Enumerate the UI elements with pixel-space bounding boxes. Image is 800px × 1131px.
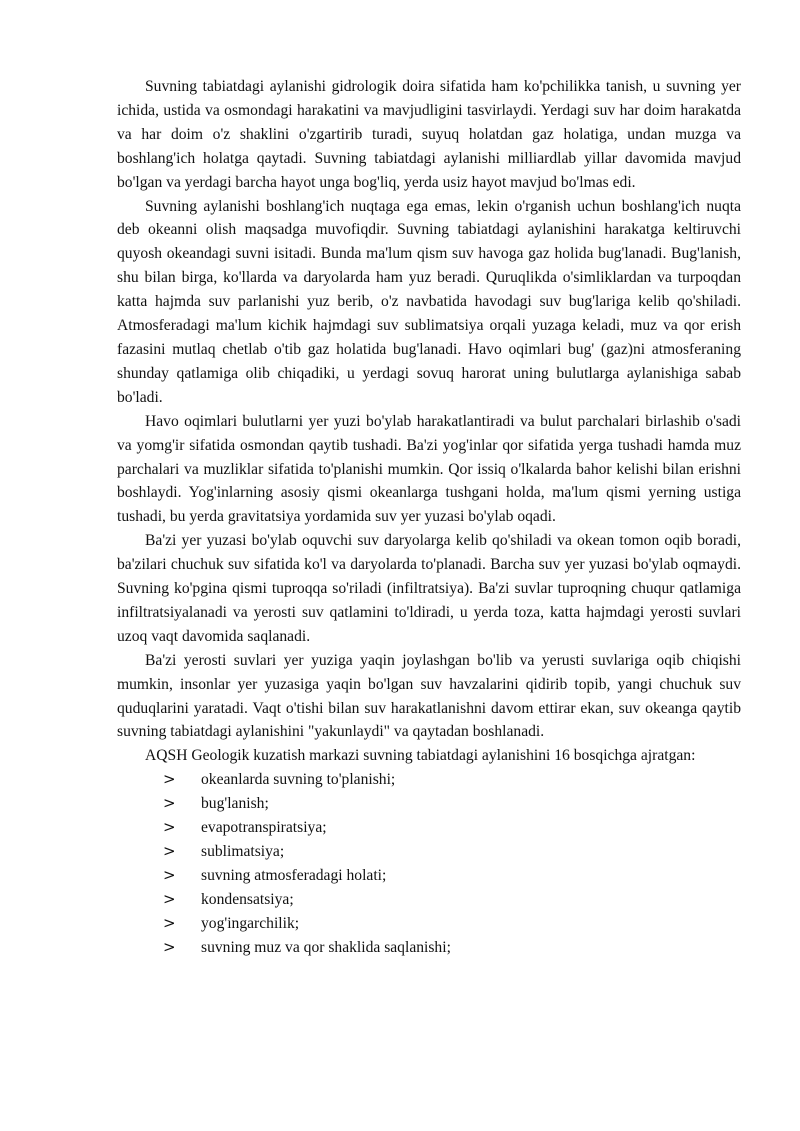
bullet-arrow-icon: > [163, 770, 176, 789]
list-item-text: suvning atmosferadagi holati; [201, 866, 387, 884]
list-item-text: yog'ingarchilik; [201, 914, 300, 932]
list-item-text: evapotranspiratsiya; [201, 819, 327, 837]
list-item-text: kondensatsiya; [201, 890, 294, 908]
list-item [163, 864, 741, 888]
paragraph-evaporation: Suvning aylanishi boshlang'ich nuqtaga ega emas, lekin o'rganish uchun boshlang'ich nuqta deb okeanni olish maqsadga muvofiqdir. Suvning tabiatdagi aylanishini harakatga keltiruvchi quyosh okeandagi suvni isitadi. Bunda ma'lum qism suv havoga gaz holida bug'lanadi. Bug'lanish, shu bilan birga, ko'llarda va daryolarda ham yuz beradi. Quruqlikda o'simliklardan va turpoqdan katta hajmda suv parlanishi yuz berib, o'z navbatida havodagi suv bug'lariga kelib qo'shiladi. Atmosferadagi ma'lum kichik hajmdagi suv sublimatsiya orqali yuzaga keladi, muz va qor erish fazasini mutlaq chetlab o'tib gaz holatida bug'lanadi. Havo oqimlari bug' (gaz)ni atmosferaning shunday qatlamiga olib chiqadiki, u yerdagi sovuq harorat uning bulutlarga aylanishiga sabab bo'ladi. [117, 197, 741, 406]
list-item [163, 936, 741, 960]
list-item [163, 816, 741, 840]
bullet-arrow-icon: > [163, 865, 176, 884]
list-item [163, 840, 741, 864]
list-item [163, 768, 741, 792]
paragraph-water-cycle-intro: Suvning tabiatdagi aylanishi gidrologik doira sifatida ham ko'pchilikka tanish, u suvning yer ichida, ustida va osmondagi harakatini va mavjudligini tasvirlaydi. Yerdagi suv har doim harakatda va har doim o'z shaklini o'zgartirib turadi, suyuq holatdan gaz holatiga, undan muzga va boshlang'ich holatga qaytadi. Suvning tabiatdagi aylanishi milliardlab yillar davomida mavjud bo'lgan va yerdagi barcha hayot unga bog'liq, yerda usiz hayot mavjud bo'lmas edi. [117, 78, 741, 191]
bullet-arrow-icon: > [163, 842, 176, 860]
document-page [117, 75, 741, 960]
paragraph-groundwater: Ba'zi yerosti suvlari yer yuziga yaqin joylashgan bo'lib va yerusti suvlariga oqib chiqishi mumkin, insonlar yer yuzasiga yaqin bo'lgan suv havzalarini qidirib topib, yangi chuchuk suv quduqlarini yaratadi. Vaqt o'tishi bilan suv harakatlanishni davom ettirar ekan, suv okeanga qaytib suvning tabiatdagi aylanishini "yakunlaydi" va qaytadan boshlanadi. [117, 651, 741, 741]
list-item-text: okeanlarda suvning to'planishi; [201, 771, 396, 789]
paragraph-usgs-stages: AQSH Geologik kuzatish markazi suvning tabiatdagi aylanishini 16 bosqichga ajratgan: [145, 747, 696, 765]
paragraph-precipitation: Havo oqimlari bulutlarni yer yuzi bo'ylab harakatlantiradi va bulut parchalari birlashib o'sadi va yomg'ir sifatida osmondan qaytib tushadi. Ba'zi yog'inlar qor sifatida yerga tushadi hamda muz parchalari va muzliklar sifatida to'planishi mumkin. Qor issiq o'lkalarda bahor kelishi bilan erishni boshlaydi. Yog'inlarning asosiy qismi okeanlarga tushgani holda, ma'lum qismi yerning ustiga tushadi, bu yerda gravitatsiya yordamida suv yer yuzasi bo'ylab oqadi. [117, 412, 741, 526]
list-item-text: bug'lanish; [201, 795, 269, 813]
bullet-arrow-icon: > [163, 889, 176, 908]
bullet-arrow-icon: > [163, 913, 176, 932]
bullet-arrow-icon: > [163, 818, 176, 837]
stages-list [117, 768, 741, 959]
list-item-text: sublimatsiya; [201, 843, 285, 860]
bullet-arrow-icon: > [163, 937, 176, 956]
list-item [163, 912, 741, 936]
paragraph-infiltration: Ba'zi yer yuzasi bo'ylab oquvchi suv daryolarga kelib qo'shiladi va okean tomon oqib boradi, ba'zilari chuchuk suv sifatida ko'l va daryolarda to'planadi. Barcha suv yer yuzasi bo'ylab oqmaydi. Suvning ko'pgina qismi tuproqqa so'riladi (infiltratsiya). Ba'zi suvlar tuproqning chuqur qatlamiga infiltratsiyalanadi va yerosti suv qatlamini to'ldiradi, u yerda toza, katta hajmdagi yerosti suvlari uzoq vaqt davomida saqlanadi. [117, 532, 741, 645]
list-item [163, 792, 741, 816]
list-item [163, 888, 741, 912]
list-item-text: suvning muz va qor shaklida saqlanishi; [201, 938, 451, 956]
bullet-arrow-icon: > [163, 794, 176, 813]
